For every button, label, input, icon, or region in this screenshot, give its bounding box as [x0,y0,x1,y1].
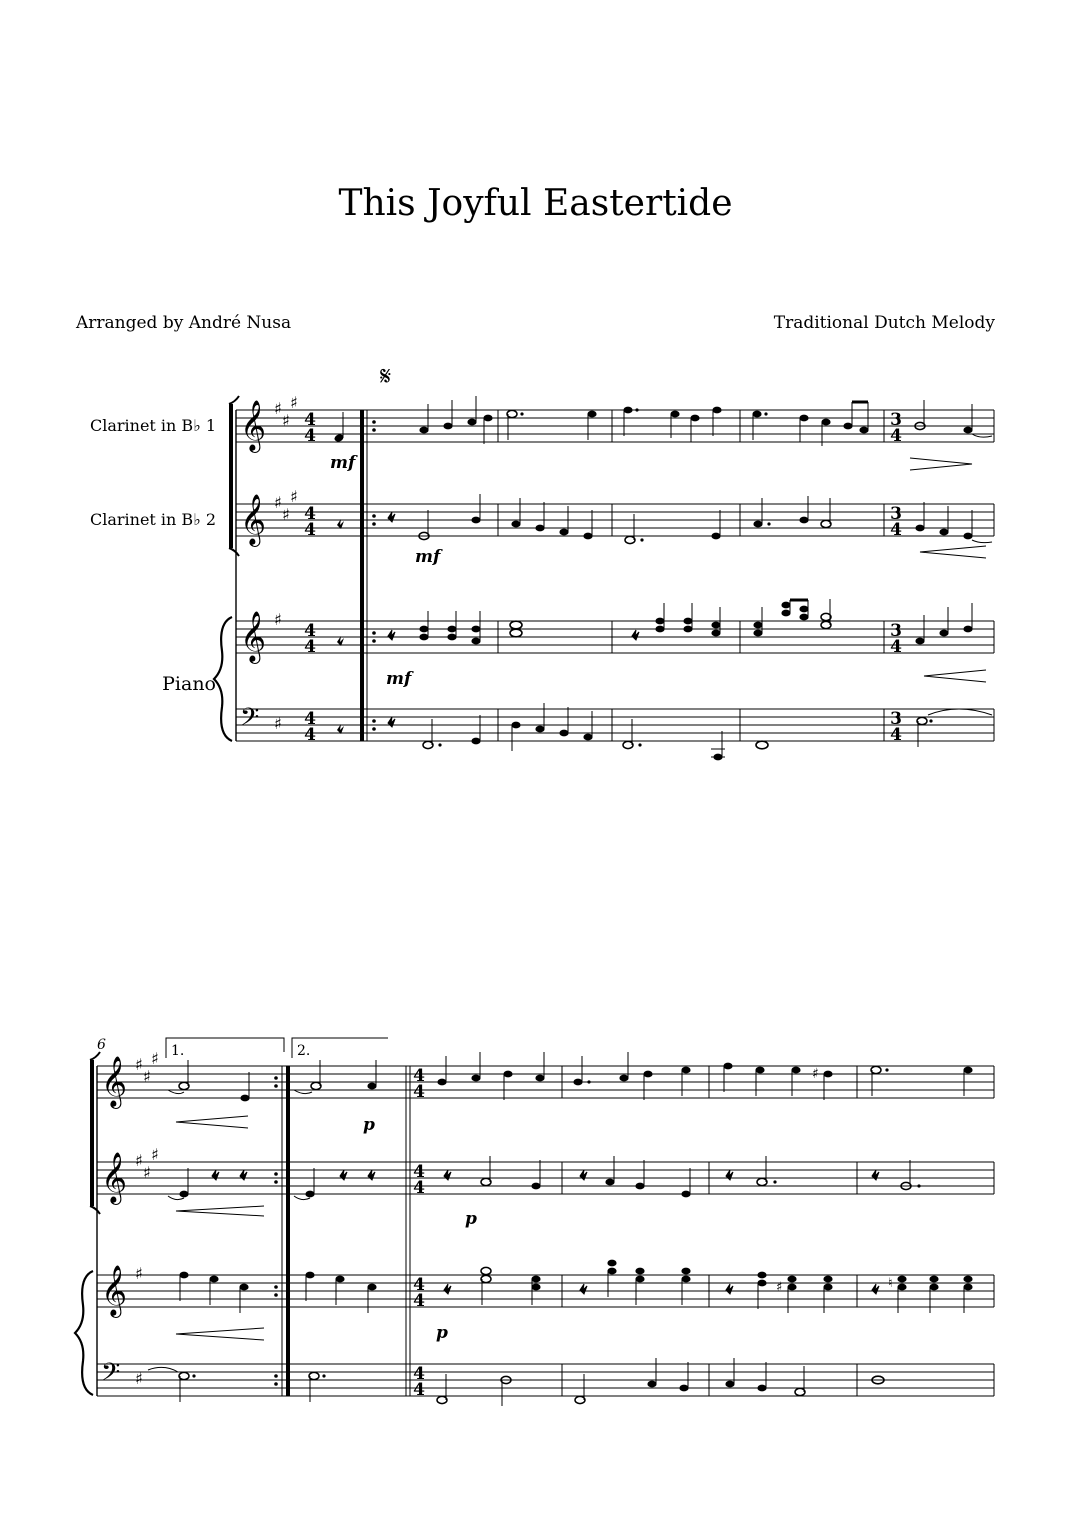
svg-text:4: 4 [890,520,902,540]
dynamic-p: p [363,1115,375,1135]
key-signature-piano-treble: ♯ [274,610,282,629]
arranger-credit: Arranged by André Nusa [76,313,292,333]
staff-clarinet2 [236,504,994,536]
svg-text:♯: ♯ [282,411,290,430]
svg-text:4: 4 [413,1066,425,1086]
svg-text:♯: ♯ [776,1280,783,1295]
composer-credit: Traditional Dutch Melody [773,313,995,333]
measure-barlines [498,410,994,741]
svg-text:4: 4 [304,426,316,446]
key-signature-piano-bass: ♯ [274,714,282,733]
svg-text:1.: 1. [171,1043,185,1059]
svg-text:♯: ♯ [290,487,298,506]
dynamic-mf: mf [330,453,356,473]
double-barline [406,1066,410,1396]
svg-text:4: 4 [413,1291,425,1311]
svg-text:4: 4 [304,520,316,540]
svg-text:♯: ♯ [290,393,298,412]
svg-text:4: 4 [413,1082,425,1102]
clarinet2-label: Clarinet in B♭ 2 [89,510,216,529]
treble-clef-icon: 𝄞 [240,611,267,662]
staff-clarinet1 [236,410,994,442]
svg-text:♯: ♯ [151,1049,159,1068]
time-signature [304,410,316,745]
svg-text:♯: ♯ [274,399,282,418]
decrescendo-hairpin [176,1206,264,1216]
key-signature-clarinet2 [274,487,298,524]
svg-text:4: 4 [304,621,316,641]
first-ending-bracket [166,1038,284,1059]
svg-text:♯: ♯ [143,1163,151,1182]
svg-text:4: 4 [413,1275,425,1295]
staff-clarinet1-s2 [97,1066,994,1098]
second-ending-bracket [292,1038,388,1059]
svg-text:♯: ♯ [274,493,282,512]
key-signature-piano-bass-s2: ♯ [135,1369,143,1388]
piano-brace [75,1271,93,1395]
dynamic-p: p [465,1209,477,1229]
staff-piano-treble [236,621,994,653]
repeat-start-barline [360,410,376,741]
svg-text:♯: ♯ [812,1066,819,1082]
svg-text:3: 3 [890,709,902,729]
bass-clef-icon: 𝄢 [240,703,260,738]
decrescendo-hairpin [176,1116,248,1128]
treble-clef-icon: 𝄞 [101,1056,128,1107]
pickup-measure [330,412,358,734]
svg-text:4: 4 [304,504,316,524]
measure-number: 6 [97,1037,106,1053]
svg-text:4: 4 [413,1162,425,1182]
dynamic-p: p [436,1323,448,1343]
staff-clarinet2-s2 [97,1162,994,1194]
treble-clef-icon: 𝄞 [101,1152,128,1203]
svg-text:♮: ♮ [888,1276,893,1291]
dynamic-mf: mf [386,669,412,689]
svg-text:4: 4 [890,426,902,446]
clarinet1-label: Clarinet in B♭ 1 [89,416,216,435]
system-1 [90,362,994,760]
key-signature-piano-treble-s2: ♯ [135,1264,143,1283]
system-2 [75,1037,994,1406]
svg-text:3: 3 [890,504,902,524]
svg-text:4: 4 [413,1364,425,1384]
svg-text:4: 4 [890,725,902,745]
svg-text:4: 4 [304,709,316,729]
clarinet1-notes-system1 [419,396,992,446]
repeat-end-barline [274,1066,290,1396]
segno-icon: 𝄋 [380,362,392,392]
staff-piano-bass [236,709,994,741]
svg-text:♯: ♯ [135,1151,143,1170]
svg-text:4: 4 [413,1380,425,1400]
piano-treble-notes-system2 [179,1260,972,1313]
staff-piano-treble-s2 [97,1275,994,1307]
treble-clef-icon: 𝄞 [240,494,267,545]
svg-text:4: 4 [413,1178,425,1198]
piano-treble-notes-system1 [388,599,973,644]
time-signature-3-4 [890,410,902,745]
crescendo-hairpin [924,670,986,682]
svg-text:♯: ♯ [135,1055,143,1074]
staff-piano-bass-s2 [97,1364,994,1396]
bass-clef-icon: 𝄢 [101,1358,121,1393]
measure-barlines-s2 [562,1066,994,1396]
crescendo-hairpin [910,458,972,470]
svg-text:3: 3 [890,621,902,641]
svg-text:4: 4 [304,725,316,745]
decrescendo-hairpin [176,1328,264,1340]
svg-text:♯: ♯ [151,1145,159,1164]
svg-text:4: 4 [304,410,316,430]
svg-text:4: 4 [890,637,902,657]
piano-bass-notes-system2 [148,1358,884,1406]
svg-text:♯: ♯ [282,505,290,524]
piano-brace [214,617,232,741]
time-signature [413,1066,425,1400]
piano-label: Piano [162,673,216,695]
key-signature-clarinet2-s2 [135,1145,159,1182]
decrescendo-hairpin [920,546,986,558]
key-signature-clarinet1-s2 [135,1049,159,1086]
svg-text:♯: ♯ [143,1067,151,1086]
treble-clef-icon: 𝄞 [240,400,267,451]
score-title: This Joyful Eastertide [338,183,733,224]
svg-text:2.: 2. [297,1043,311,1059]
svg-text:4: 4 [304,637,316,657]
dynamic-mf: mf [415,547,441,567]
svg-text:3: 3 [890,410,902,430]
treble-clef-icon: 𝄞 [101,1265,128,1316]
key-signature-clarinet1 [274,393,298,430]
